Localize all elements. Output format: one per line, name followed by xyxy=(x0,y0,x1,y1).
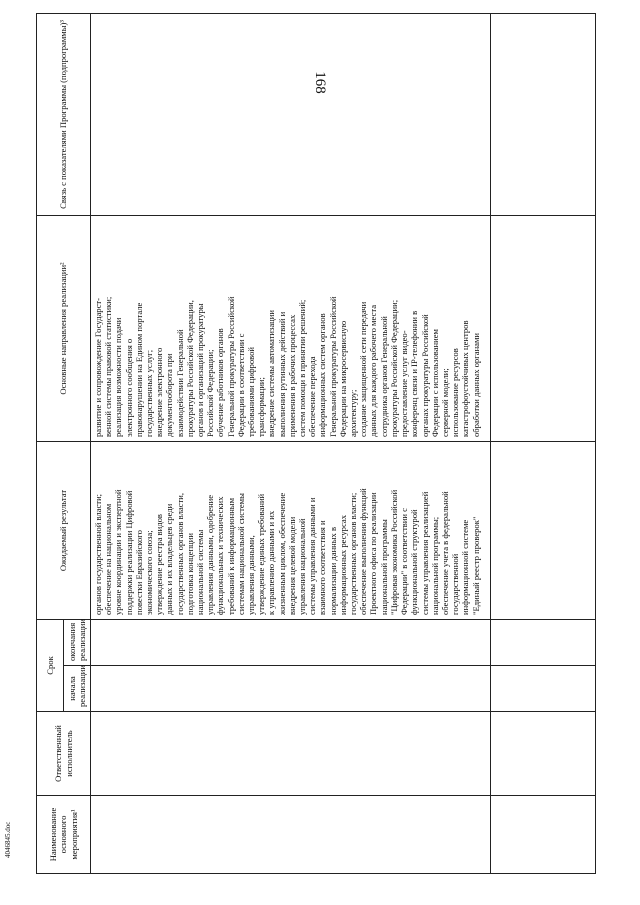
result-line: утверждение единых требований xyxy=(256,493,267,615)
result-line: данных и их владельцев среди xyxy=(164,503,175,615)
direction-line: серверной модели; xyxy=(439,368,450,437)
result-line: национальной программы; xyxy=(429,516,440,615)
direction-line: электронного сообщения о xyxy=(123,338,134,437)
result-line: органов государственной власти; xyxy=(93,493,103,615)
table-row-empty xyxy=(491,13,596,873)
header-name: Наименование основного мероприятия¹ xyxy=(37,796,91,874)
result-line: "Единый реестр проверок" xyxy=(470,516,481,615)
result-line: утверждение реестра видов xyxy=(154,514,165,615)
direction-line: сотрудника органов Генеральной xyxy=(378,316,389,437)
result-line: государственных органов власти, xyxy=(174,493,185,615)
page-number: 168 xyxy=(311,71,328,94)
result-line: поддержки реализации Цифровой xyxy=(123,490,134,615)
direction-line: обработки данных органами xyxy=(470,332,481,437)
direction-line: систем помощи в принятии решений; xyxy=(297,299,308,437)
program-table-sheet xyxy=(36,14,620,874)
program-table xyxy=(36,13,596,874)
direction-line: прокуратуры Российской Федерации, xyxy=(184,300,195,437)
result-line: жизненным циклом, обеспечение xyxy=(276,492,287,615)
cell-directions xyxy=(91,215,491,441)
result-line: государственной xyxy=(450,553,461,615)
direction-line: Федерации на микросервисную xyxy=(337,320,348,437)
result-line: информационных ресурсах xyxy=(337,514,348,615)
result-line: управления данными, одобрение xyxy=(205,494,216,615)
direction-line: правонарушении на Едином портале xyxy=(133,302,144,437)
result-line: управления данными, xyxy=(246,535,257,615)
result-line: взаимного соответствия и xyxy=(317,520,328,615)
direction-line: Федерации с использованием xyxy=(429,329,440,437)
header-link: Связь с показателями Программы (подпрограммы)³ xyxy=(37,13,91,215)
cell-responsible xyxy=(91,712,491,796)
direction-line: катастрофоустойчивых центров xyxy=(460,320,471,437)
direction-line: Российской Федерации; xyxy=(205,349,216,437)
result-line: нормализации данных в xyxy=(327,526,338,615)
result-line: обеспечение учета в федеральной xyxy=(439,491,450,615)
result-line: функциональной структурой xyxy=(409,509,420,615)
direction-line: выполнения рутинных действий и xyxy=(276,311,287,437)
direction-line: обеспечение перехода xyxy=(307,356,318,437)
direction-line: прокуратуры Российской Федерации; xyxy=(388,299,399,437)
direction-line: информационных систем органов xyxy=(317,313,328,437)
direction-line: органах прокуратуры Российской xyxy=(419,314,430,437)
cell-directions xyxy=(491,215,596,441)
direction-line: конференц связи и IP-телефонии в xyxy=(409,310,420,437)
result-line: функциональных и технических xyxy=(215,496,226,615)
result-line: уровне координации и экспертной xyxy=(113,489,124,615)
header-responsible: Ответственный исполнитель xyxy=(37,712,91,796)
direction-line: государственных услуг; xyxy=(144,349,155,437)
direction-line: данных для каждого рабочего места xyxy=(368,304,379,437)
result-line: системы управления реализацией xyxy=(419,491,430,615)
document-id: 4046845.doc xyxy=(4,821,12,858)
direction-line: обучение работников органов xyxy=(215,328,226,437)
cell-start xyxy=(91,666,491,712)
cell-end xyxy=(491,619,596,665)
cell-link xyxy=(491,13,596,215)
direction-line: требованиями цифровой xyxy=(246,346,257,437)
result-line: государственных органов власти; xyxy=(348,492,359,615)
direction-line: взаимодействии Генеральной xyxy=(174,329,185,437)
result-line: системам национальной системы xyxy=(235,493,246,615)
direction-line: внедрение электронного xyxy=(154,347,165,437)
direction-line: Генеральной прокуратуры Российской xyxy=(225,296,236,437)
cell-end xyxy=(91,619,491,665)
cell-responsible xyxy=(491,712,596,796)
direction-line: создание защищенной сети передачи xyxy=(358,301,369,437)
result-line: обеспечение выполнения функций xyxy=(358,488,369,615)
header-result: Ожидаемый результат xyxy=(37,441,91,619)
cell-result xyxy=(491,441,596,619)
cell-result xyxy=(91,441,491,619)
table-row xyxy=(91,13,491,873)
result-line: обеспечение на национальном xyxy=(103,503,114,615)
header-start: начала реализации xyxy=(64,666,91,712)
result-line: внедрения целевой модели xyxy=(286,516,297,615)
result-line: подготовка концепции xyxy=(184,533,195,615)
result-line: управления национальной xyxy=(297,518,308,615)
result-line: к управлению данными и их xyxy=(266,510,277,615)
direction-line: венной системы правовой статистики; xyxy=(103,296,114,437)
result-line: системы управления данными и xyxy=(307,497,318,615)
direction-line: архитектуру; xyxy=(348,389,359,437)
cell-name xyxy=(91,796,491,874)
result-line: национальной программы xyxy=(378,519,389,615)
result-line: экономического союза; xyxy=(144,530,155,615)
result-line: Федерации" в соответствии с xyxy=(399,508,410,615)
direction-line: Генеральной прокуратуры Российской xyxy=(327,296,338,437)
result-line: повестки Евразийского xyxy=(133,530,144,615)
result-line: информационной системе xyxy=(460,519,471,615)
direction-line: документооборота при xyxy=(164,353,175,437)
cell-start xyxy=(491,666,596,712)
header-directions: Основные направления реализации² xyxy=(37,215,91,441)
direction-line: органов и организаций прокуратуры xyxy=(195,303,206,437)
header-term: Срок xyxy=(37,619,64,711)
direction-line: реализация возможности подачи xyxy=(113,317,124,437)
cell-link xyxy=(91,13,491,215)
direction-line: развитие и сопровождение Государст- xyxy=(93,297,103,437)
direction-line: Федерации в соответствии с xyxy=(235,333,246,437)
direction-line: внедрение системы автоматизации xyxy=(266,310,277,437)
result-line: Проектного офиса по реализации xyxy=(368,492,379,615)
direction-line: использование ресурсов xyxy=(450,348,461,437)
result-line: национальной системы xyxy=(195,529,206,615)
direction-line: предоставление услуг видео- xyxy=(399,330,410,437)
direction-line: применения в рабочих процессах xyxy=(286,314,297,437)
result-line: "Цифровая экономика Российской xyxy=(388,489,399,615)
cell-name xyxy=(491,796,596,874)
header-end: окончания реализации xyxy=(64,619,91,665)
direction-line: трансформации; xyxy=(256,377,267,437)
result-line: требований к информационным xyxy=(225,497,236,615)
